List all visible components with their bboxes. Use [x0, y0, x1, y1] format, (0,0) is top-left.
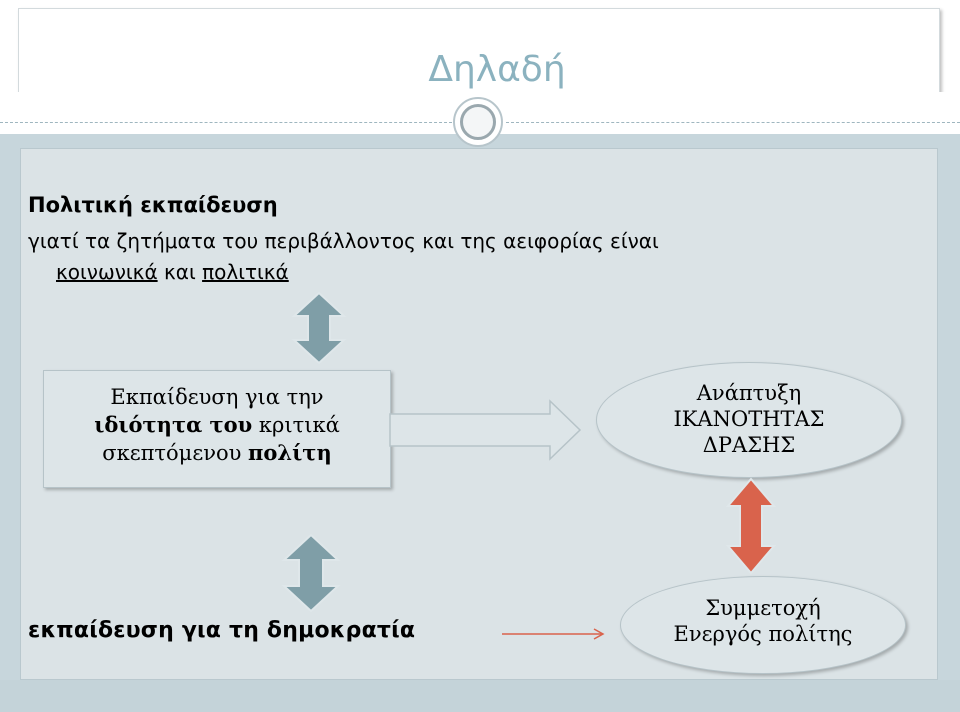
box-line-1: Εκπαίδευση για την [110, 385, 324, 409]
underlined-word-social: κοινωνικά [56, 260, 158, 284]
right-arrow-icon [390, 400, 582, 460]
divider-left [0, 122, 452, 123]
circle-ornament-icon [453, 97, 503, 147]
box-line-2-bold: ιδιότητα του [94, 412, 253, 437]
intro-line-1: γιατί τα ζητήματα του περιβάλλοντος και της αειφορίας είναι [28, 229, 659, 253]
ellipse-top-line-3: ΔΡΑΣΗΣ [702, 433, 796, 457]
double-arrow-icon-red [726, 478, 776, 574]
box-line-2 [44, 411, 390, 439]
slide-title: Δηλαδή [428, 49, 566, 90]
democracy-education-label: εκπαίδευση για τη δημοκρατία [28, 618, 416, 643]
ellipse-bottom-line-2: Ενεργός πολίτης [673, 622, 853, 646]
box-line-3 [44, 439, 390, 467]
thin-arrow-icon [502, 626, 606, 642]
circle-ornament-inner [460, 104, 496, 140]
bottom-strip [0, 680, 960, 712]
divider-right [506, 122, 960, 123]
intro-line-2 [56, 260, 289, 284]
box-line-3-bold: πολίτη [248, 440, 332, 465]
double-arrow-icon-bottom [282, 534, 340, 612]
action-competence-ellipse [596, 362, 902, 478]
double-arrow-icon-top [292, 292, 346, 364]
box-line-3-rest: σκεπτόμενου [102, 441, 249, 465]
ellipse-top-line-2: ΙΚΑΝΟΤΗΤΑΣ [673, 407, 825, 431]
underlined-word-political: πολιτικά [202, 260, 289, 284]
ellipse-top-line-1: Ανάπτυξη [696, 381, 802, 405]
participation-ellipse [620, 576, 906, 674]
citizen-education-box [43, 370, 391, 488]
section-heading: Πολιτική εκπαίδευση [28, 193, 278, 217]
title-panel [18, 8, 940, 93]
ellipse-bottom-line-1: Συμμετοχή [705, 596, 821, 620]
box-line-2-rest: κριτικά [252, 413, 340, 437]
connector-word: και [157, 260, 203, 284]
